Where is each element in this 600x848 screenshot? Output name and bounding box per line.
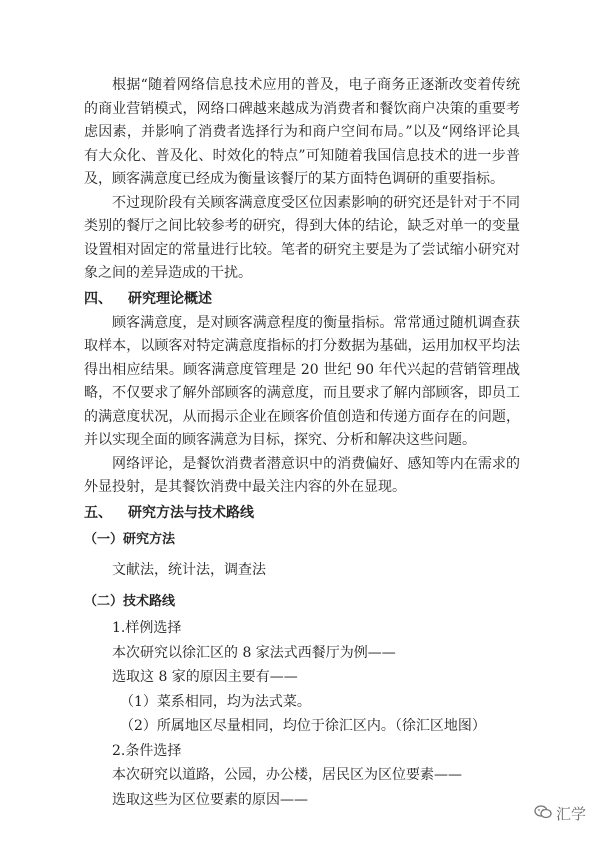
intro-paragraph-1: 根据“随着网络信息技术应用的普及，电子商务正逐渐改变着传统的商业营销模式，网络口碑越来越成为消费者和餐饮商户决策的重要考虑因素，并影响了消费者选择行为和商户空间布局。”以及“网络评论具有大众化、普及化、时效化的特点”可知随着我国信息技术的进一步普及，顾客满意度已经成为衡量该餐厅的某方面特色调研的重要指标。 [84, 77, 520, 187]
methods-text: 文献法，统计法，调查法 [112, 561, 266, 578]
route-line-3: 选取这 8 家的原因主要有—— [112, 669, 298, 685]
section-5-heading [84, 500, 520, 526]
section-5-title: 研究方法与技术路线 [128, 504, 254, 521]
route-line-8: 选取这些为区位要素的原因—— [112, 791, 308, 808]
subsection-methods-heading: （一）研究方法 [84, 531, 176, 547]
watermark [534, 803, 586, 824]
route-line-7: 本次研究以道路，公园，办公楼，居民区为区位要素—— [112, 767, 462, 783]
section-4-paragraph-1: 顾客满意度，是对顾客满意程度的衡量指标。常常通过随机调查获取样本，以顾客对特定满意度指标的打分数据为基础，运用加权平均法得出相应结果。顾客满意度管理是 20 世纪 90 年代兴起的营销管理战略，不仅要求了解外部顾客的满意度，而且要求了解内部顾客，即员工的满意度状况，从而揭示企业在顾客价值创造和传递方面存在的问题，并以实现全面的顾客满意为目标，探究、分析和解决这些问题。 [84, 314, 520, 448]
route-line-6: 2.条件选择 [112, 742, 182, 759]
subsection-route-heading: （二）技术路线 [84, 594, 176, 609]
intro-paragraph-2: 不过现阶段有关顾客满意度受区位因素影响的研究还是针对于不同类别的餐厅之间比较参考的研究，得到大体的结论，缺乏对单一的变量设置相对固定的常量进行比较。笔者的研究主要是为了尝试缩小研究对象之间的差异造成的干扰。 [84, 194, 520, 281]
wechat-icon [534, 805, 552, 823]
route-line-1: 1.样例选择 [112, 620, 182, 636]
watermark-text: 汇学 [555, 805, 586, 823]
route-line-2: 本次研究以徐汇区的 8 家法式西餐厅为例—— [112, 644, 396, 661]
document-body [84, 74, 520, 812]
route-line-5: （2）所属地区尽量相同，均位于徐汇区内。（徐汇区地图） [120, 718, 486, 734]
section-4-heading [84, 286, 520, 312]
section-4-title: 研究理论概述 [128, 290, 212, 307]
route-line-4: （1）菜系相同，均为法式菜。 [120, 693, 311, 710]
section-4-paragraph-2: 网络评论，是餐饮消费者潜意识中的消费偏好、感知等内在需求的外显投射，是其餐饮消费中最关注内容的外在显现。 [84, 455, 520, 495]
section-5-number: 五、 [84, 504, 112, 521]
section-4-number: 四、 [84, 290, 112, 307]
